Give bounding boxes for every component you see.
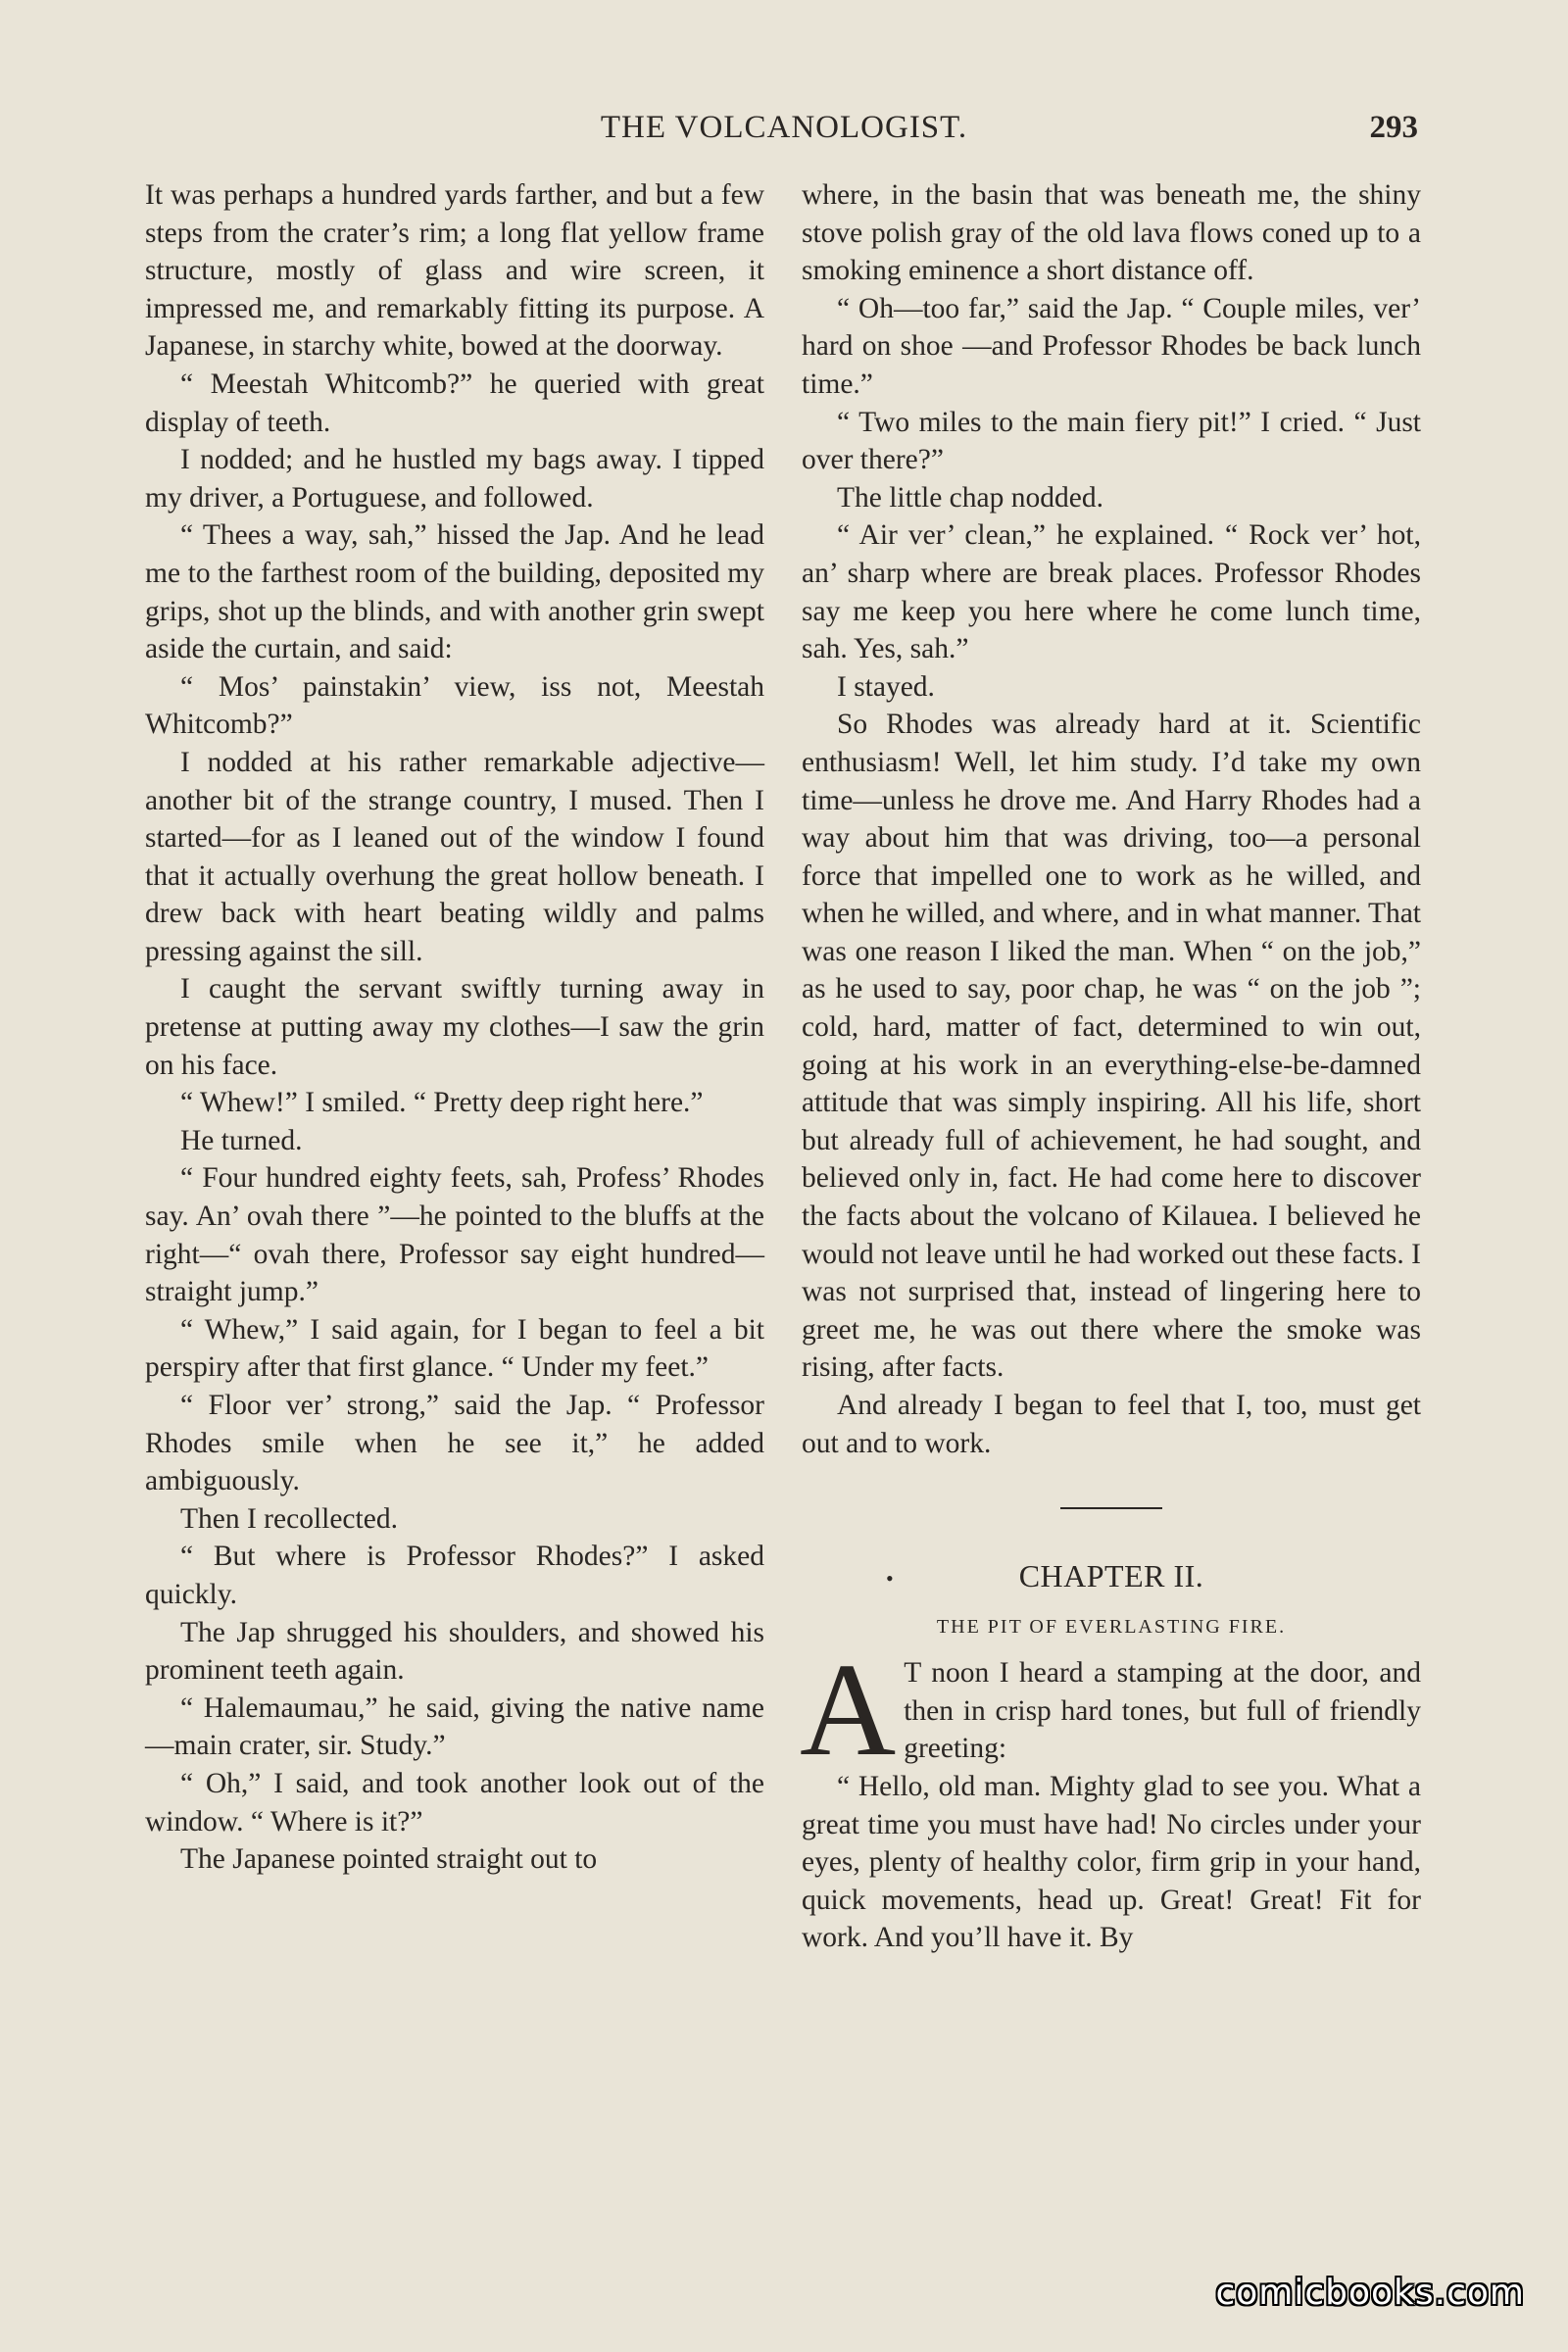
running-title: THE VOLCANOLOGIST. — [600, 110, 968, 145]
opening-text: T noon I heard a stamping at the door, and then in crisp hard tones, but full of friendly greeting: — [904, 1657, 1421, 1765]
paragraph: It was perhaps a hundred yards farther, and but a few steps from the crater’s rim; a long flat yellow frame structure, mostly of glass and wire screen, it impressed me, and remarkably fitting its purpose. A Japanese, in starchy white, bowed at the doorway. — [145, 179, 764, 363]
paragraph: And already I began to feel that I, too, must get out and to work. — [802, 1390, 1421, 1459]
chapter-heading — [802, 1558, 1421, 1594]
paragraph: Then I recollected. — [180, 1502, 398, 1535]
section-divider — [1060, 1507, 1162, 1509]
paragraph: I nodded at his rather remarkable adjective—another bit of the strange country, I mused. Then I started—for as I leaned out of the window I found that it actually overhung the great hollow beneath. I drew back with heart beating wildly and palms pressing against the sill. — [145, 746, 764, 967]
right-column — [802, 176, 1421, 1957]
paragraph: The Japanese pointed straight out to — [180, 1843, 598, 1876]
page-number: 293 — [1369, 110, 1418, 145]
drop-cap: A — [800, 1637, 897, 1785]
paragraph: I nodded; and he hustled my bags away. I tipped my driver, a Portuguese, and followed. — [145, 444, 764, 514]
paragraph: The Jap shrugged his shoulders, and showed his prominent teeth again. — [145, 1616, 764, 1687]
paragraph: I caught the servant swiftly turning away in pretense at putting away my clothes—I saw the grin on his face. — [145, 973, 764, 1081]
paragraph: where, in the basin that was beneath me, the shiny stove polish gray of the old lava flows coned up to a smoking eminence a short distance off. — [802, 179, 1421, 287]
running-head — [147, 110, 1421, 155]
paragraph: “ Oh,” I said, and took another look out of the window. “ Where is it?” — [145, 1767, 764, 1838]
paragraph: “ Two miles to the main fiery pit!” I cried. “ Just over there?” — [802, 406, 1421, 476]
paragraph: “ Mos’ painstakin’ view, iss not, Meestah Whitcomb?” — [145, 670, 764, 741]
paragraph: He turned. — [180, 1124, 303, 1156]
bullet-mark: • — [886, 1566, 895, 1592]
paragraph: “ Thees a way, sah,” hissed the Jap. And he lead me to the farthest room of the building, deposited my grips, shot up the blinds, and with another grin swept aside the curtain, and said: — [145, 519, 764, 665]
watermark: comicbooks.com — [1215, 2273, 1525, 2313]
paragraph: “ Floor ver’ strong,” said the Jap. “ Professor Rhodes smile when he see it,” he added ambiguously. — [145, 1390, 764, 1497]
chapter-title: CHAPTER II. — [1018, 1558, 1204, 1594]
left-column — [145, 176, 764, 1879]
paragraph: “ Whew!” I smiled. “ Pretty deep right here.” — [180, 1087, 704, 1119]
paragraph: The little chap nodded. — [837, 481, 1103, 514]
paragraph: “ Hello, old man. Mighty glad to see you. What a great time you must have had! No circles under your eyes, plenty of healthy color, firm grip in your hand, quick movements, head up. Great! Great! Fit for work. And you’ll have it. By — [802, 1770, 1421, 1954]
paragraph: “ Whew,” I said again, for I began to feel a bit perspiry after that first glance. “ Under my feet.” — [145, 1313, 764, 1384]
chapter-opening-paragraph — [800, 1637, 1421, 1785]
paragraph: “ Meestah Whitcomb?” he queried with great display of teeth. — [145, 368, 764, 438]
paragraph: “ But where is Professor Rhodes?” I asked quickly. — [145, 1541, 764, 1610]
paragraph: “ Oh—too far,” said the Jap. “ Couple miles, ver’ hard on shoe —and Professor Rhodes be back lunch time.” — [802, 292, 1421, 400]
paragraph: “ Halemaumau,” he said, giving the native name—main crater, sir. Study.” — [145, 1691, 764, 1762]
paragraph: I stayed. — [837, 670, 935, 703]
paragraph: So Rhodes was already hard at it. Scientific enthusiasm! Well, let him study. I’d take my own time—unless he drove me. And Harry Rhodes had a way about him that was driving, too—a personal force that impelled one to work as he willed, and when he willed, and where, and in what manner. That was one reason I liked the man. When “ on the job,” as he used to say, poor chap, he was “ on the job ”; cold, hard, matter of fact, determined to win out, going at his work in an everything-else-be-damned attitude that was simply inspiring. All his life, short but already full of achievement, he had sought, and believed only in, fact. He had come here to discover the facts about the volcano of Kilauea. I believed he would not leave until he had worked out these facts. I was not surprised that, instead of lingering here to greet me, he was out there where the smoke was rising, after facts. — [802, 709, 1421, 1384]
paragraph: “ Air ver’ clean,” he explained. “ Rock ver’ hot, an’ sharp where are break places. Professor Rhodes say me keep you here where he come lunch time, sah. Yes, sah.” — [802, 519, 1421, 665]
paragraph: “ Four hundred eighty feets, sah, Profess’ Rhodes say. An’ ovah there ”—he pointed to the bluffs at the right—“ ovah there, Professor say eight hundred—straight jump.” — [145, 1162, 764, 1308]
chapter-subtitle: THE PIT OF EVERLASTING FIRE. — [936, 1616, 1287, 1639]
